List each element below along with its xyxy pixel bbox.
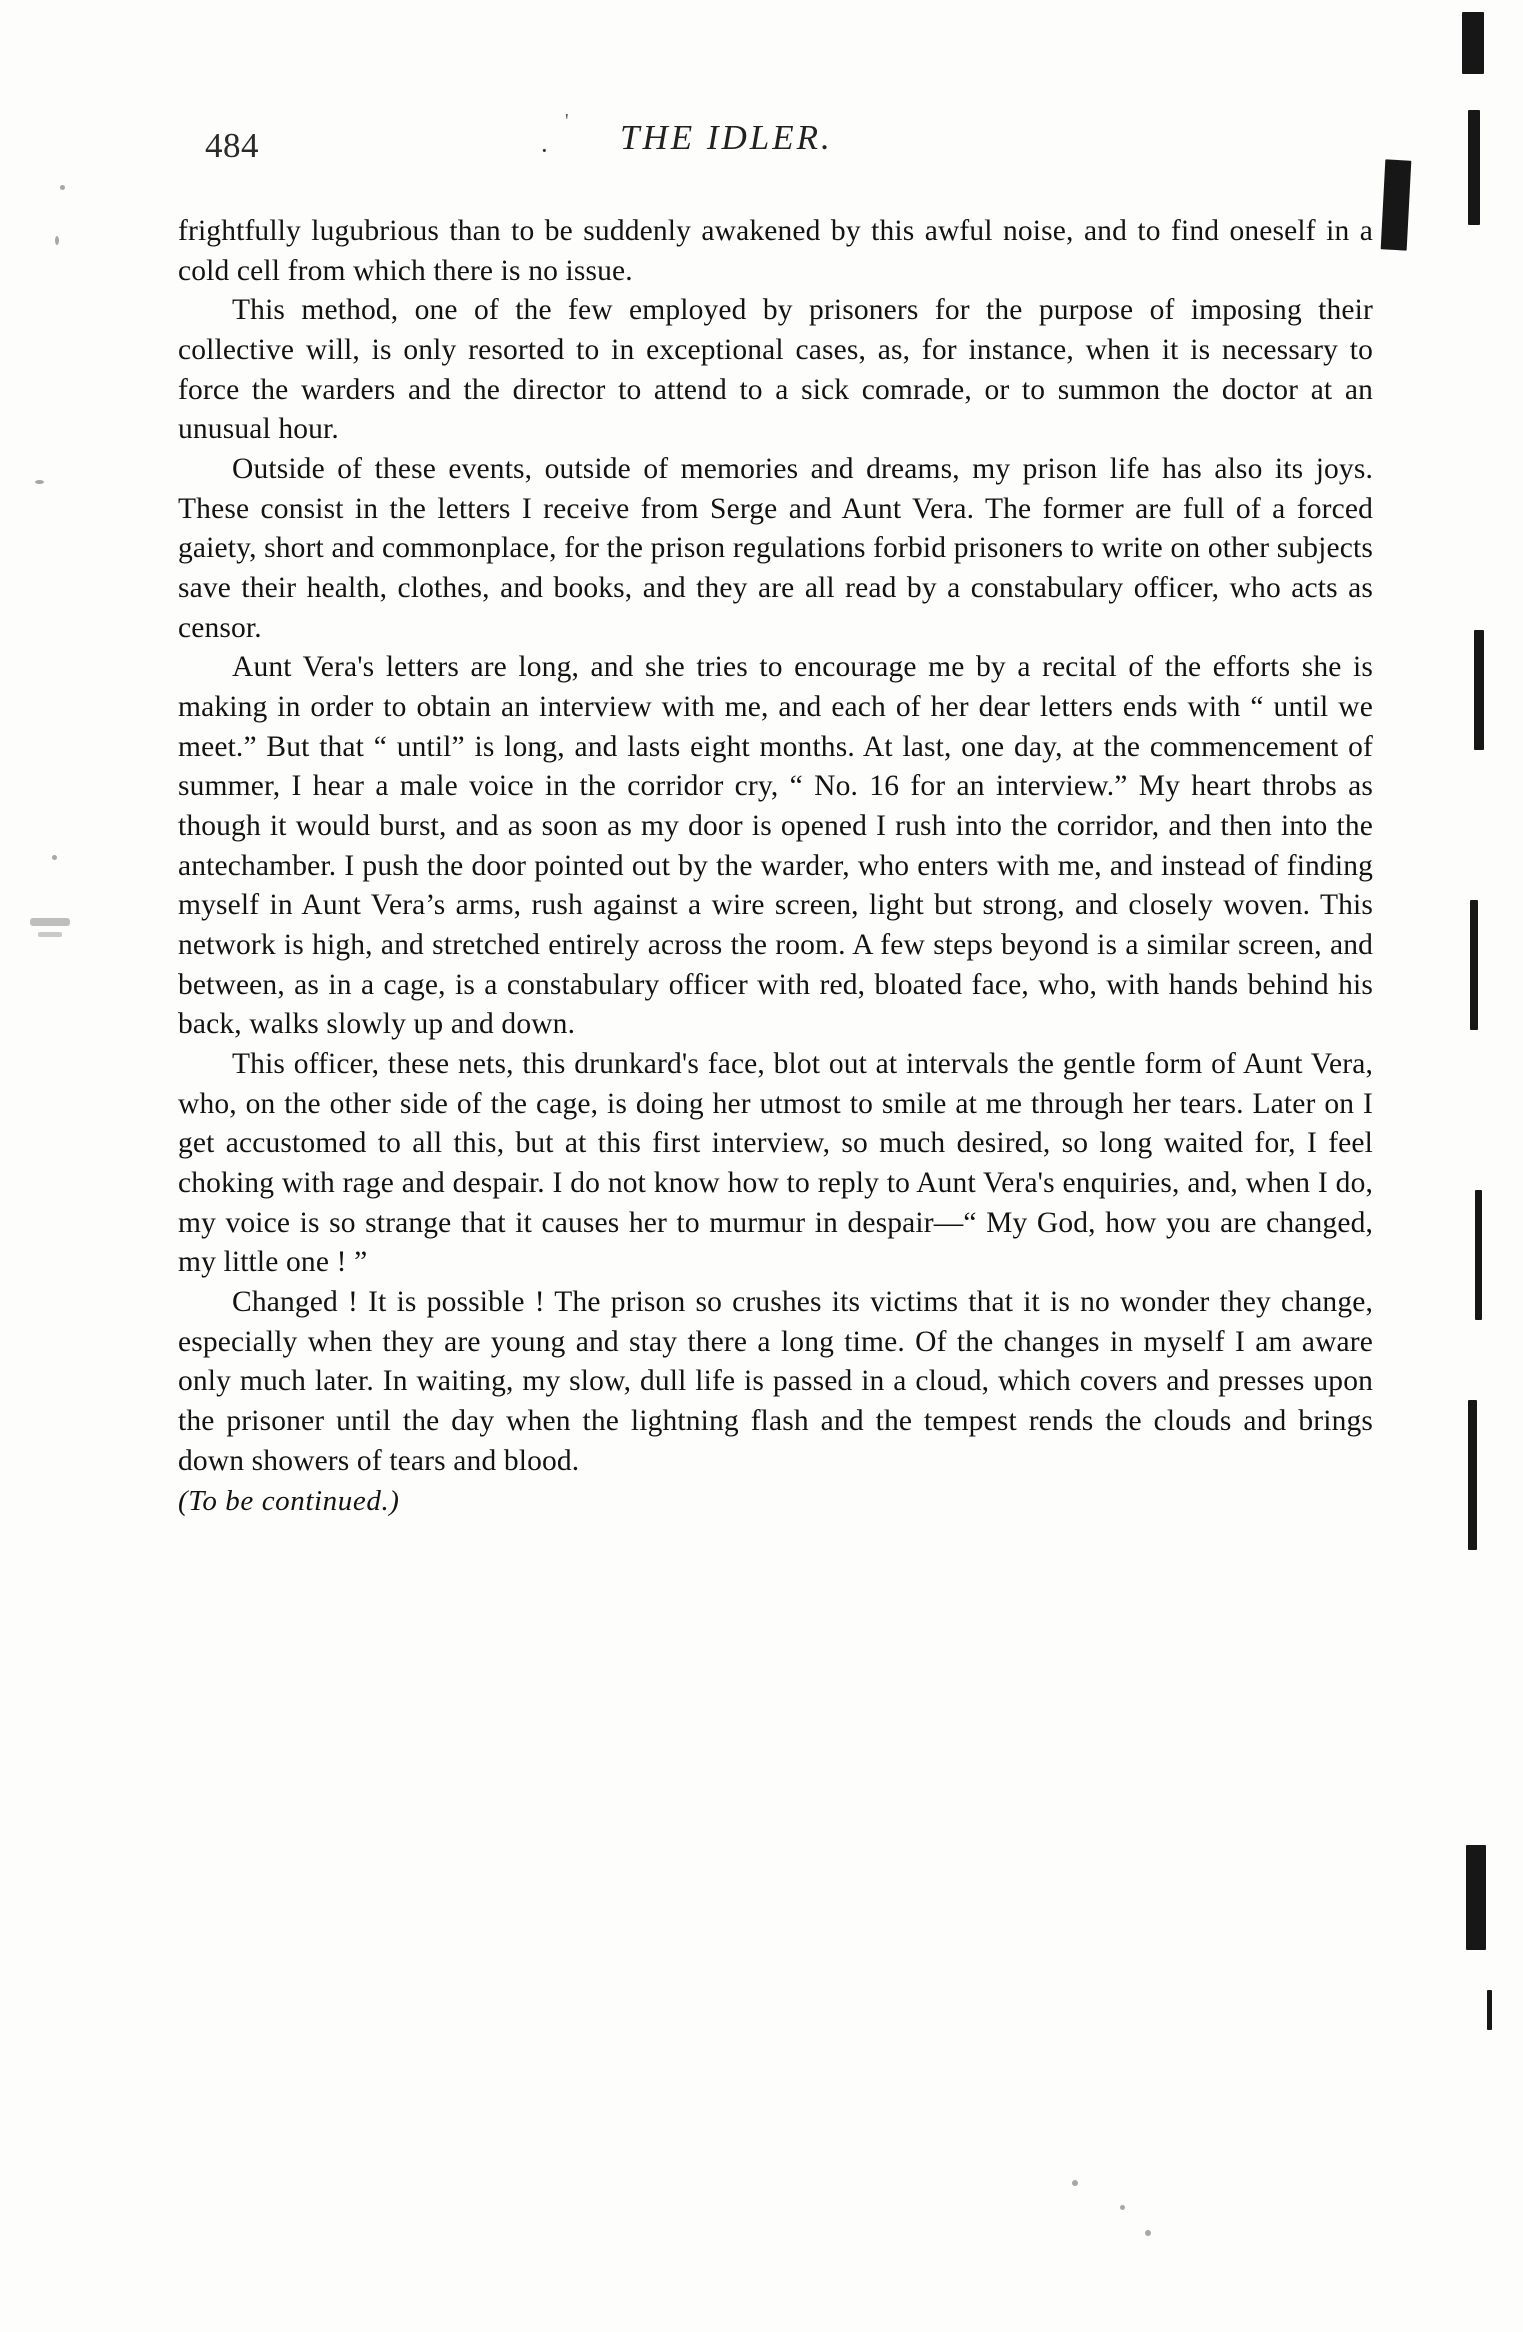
paragraph: Changed ! It is possible ! The prison so crushes its victims that it is no wonder they change, especially when they are young and stay there a long time. Of the changes in myself I am aware only much later. In waiting, my slow, dull life is passed in a cloud, which covers and presses upon the prisoner until the day when the lightning flash and the tempest rends the clouds and brings down showers of tears and blood.: [178, 1286, 1373, 1477]
scan-speck-8: [1145, 2230, 1151, 2236]
scan-tick-icon: ': [565, 110, 569, 132]
page-header: [0, 110, 1523, 178]
scan-artifact-edge-6: [1468, 1400, 1477, 1550]
scan-artifact-edge-4: [1470, 900, 1478, 1030]
paragraph: This officer, these nets, this drunkard's face, blot out at intervals the gentle form of Aunt Vera, who, on the other side of the cage, is doing her utmost to smile at me through her tears. Later on I get accustomed to all this, but at this first interview, so much desired, so long waited for, I feel choking with rage and despair. I do not know how to reply to Aunt Vera's enquiries, and, when I do, my voice is so strange that it causes her to murmur in despair—“ My God, how you are changed, my little one ! ”: [178, 1048, 1373, 1279]
continuation-note: (To be continued.): [178, 1484, 400, 1517]
paragraph: Outside of these events, outside of memories and dreams, my prison life has also its joys. These consist in the letters I receive from Serge and Aunt Vera. The former are full of a forced gaiety, short and commonplace, for the prison regulations forbid prisoners to write on other subjects save their health, clothes, and books, and they are all read by a constabulary officer, who acts as censor.: [178, 453, 1373, 644]
scan-speck-4: [52, 855, 57, 860]
scan-speck-6: [38, 932, 62, 937]
paragraph: frightfully lugubrious than to be suddenly awakened by this awful noise, and to find oneself in a cold cell from which there is no issue.: [178, 215, 1373, 287]
scan-speck-5: [30, 918, 70, 926]
scan-speck-2: [55, 236, 59, 245]
scan-speck-9: [1072, 2180, 1078, 2186]
scan-speck-7: [1120, 2205, 1125, 2210]
scan-artifact-edge-3: [1474, 630, 1484, 750]
scan-speck-3: [35, 480, 44, 484]
scan-artifact-edge-8: [1487, 1990, 1492, 2030]
scan-artifact-edge-7: [1466, 1845, 1486, 1950]
paragraph: Aunt Vera's letters are long, and she tries to encourage me by a recital of the efforts she is making in order to obtain an interview with me, and each of her dear letters ends with “ until we meet.” But that “ until” is long, and lasts eight months. At last, one day, at the commencement of summer, I hear a male voice in the corridor cry, “ No. 16 for an interview.” My heart throbs as though it would burst, and as soon as my door is opened I rush into the corridor, and then into the antechamber. I push the door pointed out by the warder, who enters with me, and instead of finding myself in Aunt Vera’s arms, rush against a wire screen, light but strong, and closely woven. This network is high, and stretched entirely across the room. A few steps beyond is a similar screen, and between, as in a cage, is a constabulary officer with red, bloated face, who, with hands behind his back, walks slowly up and down.: [178, 651, 1373, 1041]
scan-speck-1: [60, 185, 65, 190]
scan-artifact-edge-5: [1475, 1190, 1482, 1320]
scan-artifact-edge-top: [1462, 12, 1484, 74]
running-head: THE IDLER.: [620, 118, 833, 157]
body-text-column: [178, 212, 1373, 1521]
paragraph: This method, one of the few employed by prisoners for the purpose of imposing their collective will, is only resorted to in exceptional cases, as, for instance, when it is necessary to force the warders and the director to attend to a sick comrade, or to summon the doctor at an unusual hour.: [178, 294, 1373, 446]
header-dot: ·: [540, 136, 549, 165]
page-number: 484: [205, 126, 259, 165]
